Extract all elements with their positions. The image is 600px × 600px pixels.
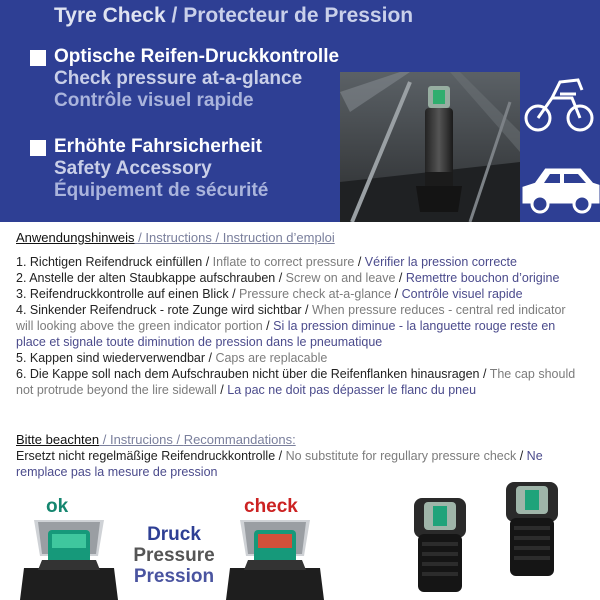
pressure-en: Pressure xyxy=(133,545,215,566)
notes-heading-fr: Recommandations: xyxy=(183,432,296,447)
item-de: 1. Richtigen Reifendruck einfüllen xyxy=(16,255,203,269)
pressure-fr: Pression xyxy=(133,566,215,587)
notes-heading: Bitte beachten / Instrucions / Recommandations: xyxy=(16,432,296,447)
feature-label-en: Check pressure at-a-glance xyxy=(54,68,303,89)
title-separator: / xyxy=(165,4,184,27)
heading-fr: Instruction d’emploi xyxy=(222,230,335,245)
item-en: Pressure check at-a-glance xyxy=(239,287,392,301)
list-item: 4. Sinkender Reifendruck - rote Zunge wird sichtbar / When pressure reduces - central red indicator will looking above the green indicator portion / Si la pression diminue - la languette rouge reste en place et signale toute diminution de pression dans le pneumatique xyxy=(16,303,566,349)
feature-label-fr: Équipement de sécurité xyxy=(54,180,269,201)
ok-indicator-cap xyxy=(14,520,124,600)
feature-label-de: Optische Reifen-Druckkontrolle xyxy=(54,46,340,67)
heading-de: Anwendungshinweis xyxy=(16,230,135,245)
checkbox-square-icon xyxy=(30,140,46,156)
instructions-heading: Anwendungshinweis / Instructions / Instruction d’emploi xyxy=(16,230,335,245)
title-main: Tyre Check xyxy=(54,4,166,27)
item-fr: Remettre bouchon d’origine xyxy=(405,271,560,285)
item-en: The cap should not protrude beyond the lire sidewall xyxy=(16,367,576,397)
instructions-section xyxy=(16,230,586,398)
list-item: 5. Kappen sind wiederverwendbar / Caps are replacable xyxy=(16,351,328,365)
notes-de: Ersetzt nicht regelmäßige Reifendruckkontrolle xyxy=(16,449,276,463)
checkbox-square-icon xyxy=(30,50,46,66)
ok-label: ok xyxy=(46,496,69,517)
notes-section xyxy=(16,432,586,480)
pressure-de: Druck xyxy=(147,524,201,545)
notes-en: No substitute for regullary pressure check xyxy=(285,449,517,463)
check-label: check xyxy=(244,496,298,517)
item-fr: La pac ne doit pas dépasser le flanc du pneu xyxy=(227,383,477,397)
item-de: 3. Reifendruckkontrolle auf einen Blick xyxy=(16,287,229,301)
notes-heading-de: Bitte beachten xyxy=(16,432,100,447)
item-en: Caps are replacable xyxy=(215,351,328,365)
item-fr: Contrôle visuel rapide xyxy=(401,287,523,301)
check-indicator-cap xyxy=(220,520,330,600)
list-item: 2. Anstelle der alten Staubkappe aufschrauben / Screw on and leave / Remettre bouchon d’origine xyxy=(16,271,560,285)
item-de: 6. Die Kappe soll nach dem Aufschrauben nicht über die Reifenflanken hinausragen xyxy=(16,367,480,381)
list-item: 3. Reifendruckkontrolle auf einen Blick / Pressure check at-a-glance / Contrôle visuel rapide xyxy=(16,287,523,301)
item-de: 2. Anstelle der alten Staubkappe aufschrauben xyxy=(16,271,276,285)
car-icon xyxy=(524,170,598,212)
product-photo xyxy=(340,72,520,222)
pressure-label xyxy=(124,524,224,587)
item-en: When pressure reduces - central red indicator will looking above the green indicator portion xyxy=(16,303,566,333)
feature-label-de: Erhöhte Fahrsicherheit xyxy=(54,136,262,157)
notes-text: Ersetzt nicht regelmäßige Reifendruckkontrolle / No substitute for regullary pressure check / Ne remplace pas la mesure de pression xyxy=(16,449,543,479)
header-band xyxy=(0,0,600,222)
list-item: 6. Die Kappe soll nach dem Aufschrauben nicht über die Reifenflanken hinausragen / The cap should not protrude beyond the lire sidewall / La pac ne doit pas dépasser le flanc du pneu xyxy=(16,367,576,397)
notes-heading-en: Instrucions xyxy=(109,432,173,447)
item-de: 4. Sinkender Reifendruck - rote Zunge wird sichtbar xyxy=(16,303,302,317)
heading-en: Instructions xyxy=(145,230,212,245)
list-item: 1. Richtigen Reifendruck einfüllen / Inflate to correct pressure / Vérifier la pression correcte xyxy=(16,255,517,269)
title-sub: Protecteur de Pression xyxy=(183,4,414,27)
item-fr: Vérifier la pression correcte xyxy=(364,255,517,269)
item-de: 5. Kappen sind wiederverwendbar xyxy=(16,351,206,365)
feature-label-fr: Contrôle visuel rapide xyxy=(54,90,254,111)
feature-label-en: Safety Accessory xyxy=(54,158,212,179)
vehicle-icons xyxy=(520,60,600,222)
motorcycle-icon xyxy=(526,80,592,130)
page-title xyxy=(54,4,413,28)
product-caps-photo xyxy=(400,478,600,600)
item-en: Screw on and leave xyxy=(285,271,396,285)
notes-fr: Ne remplace pas la mesure de pression xyxy=(16,449,543,479)
item-fr: Si la pression diminue - la languette rouge reste en place et signale toute diminution de pression dans le pneumatique xyxy=(16,319,556,349)
item-en: Inflate to correct pressure xyxy=(212,255,355,269)
